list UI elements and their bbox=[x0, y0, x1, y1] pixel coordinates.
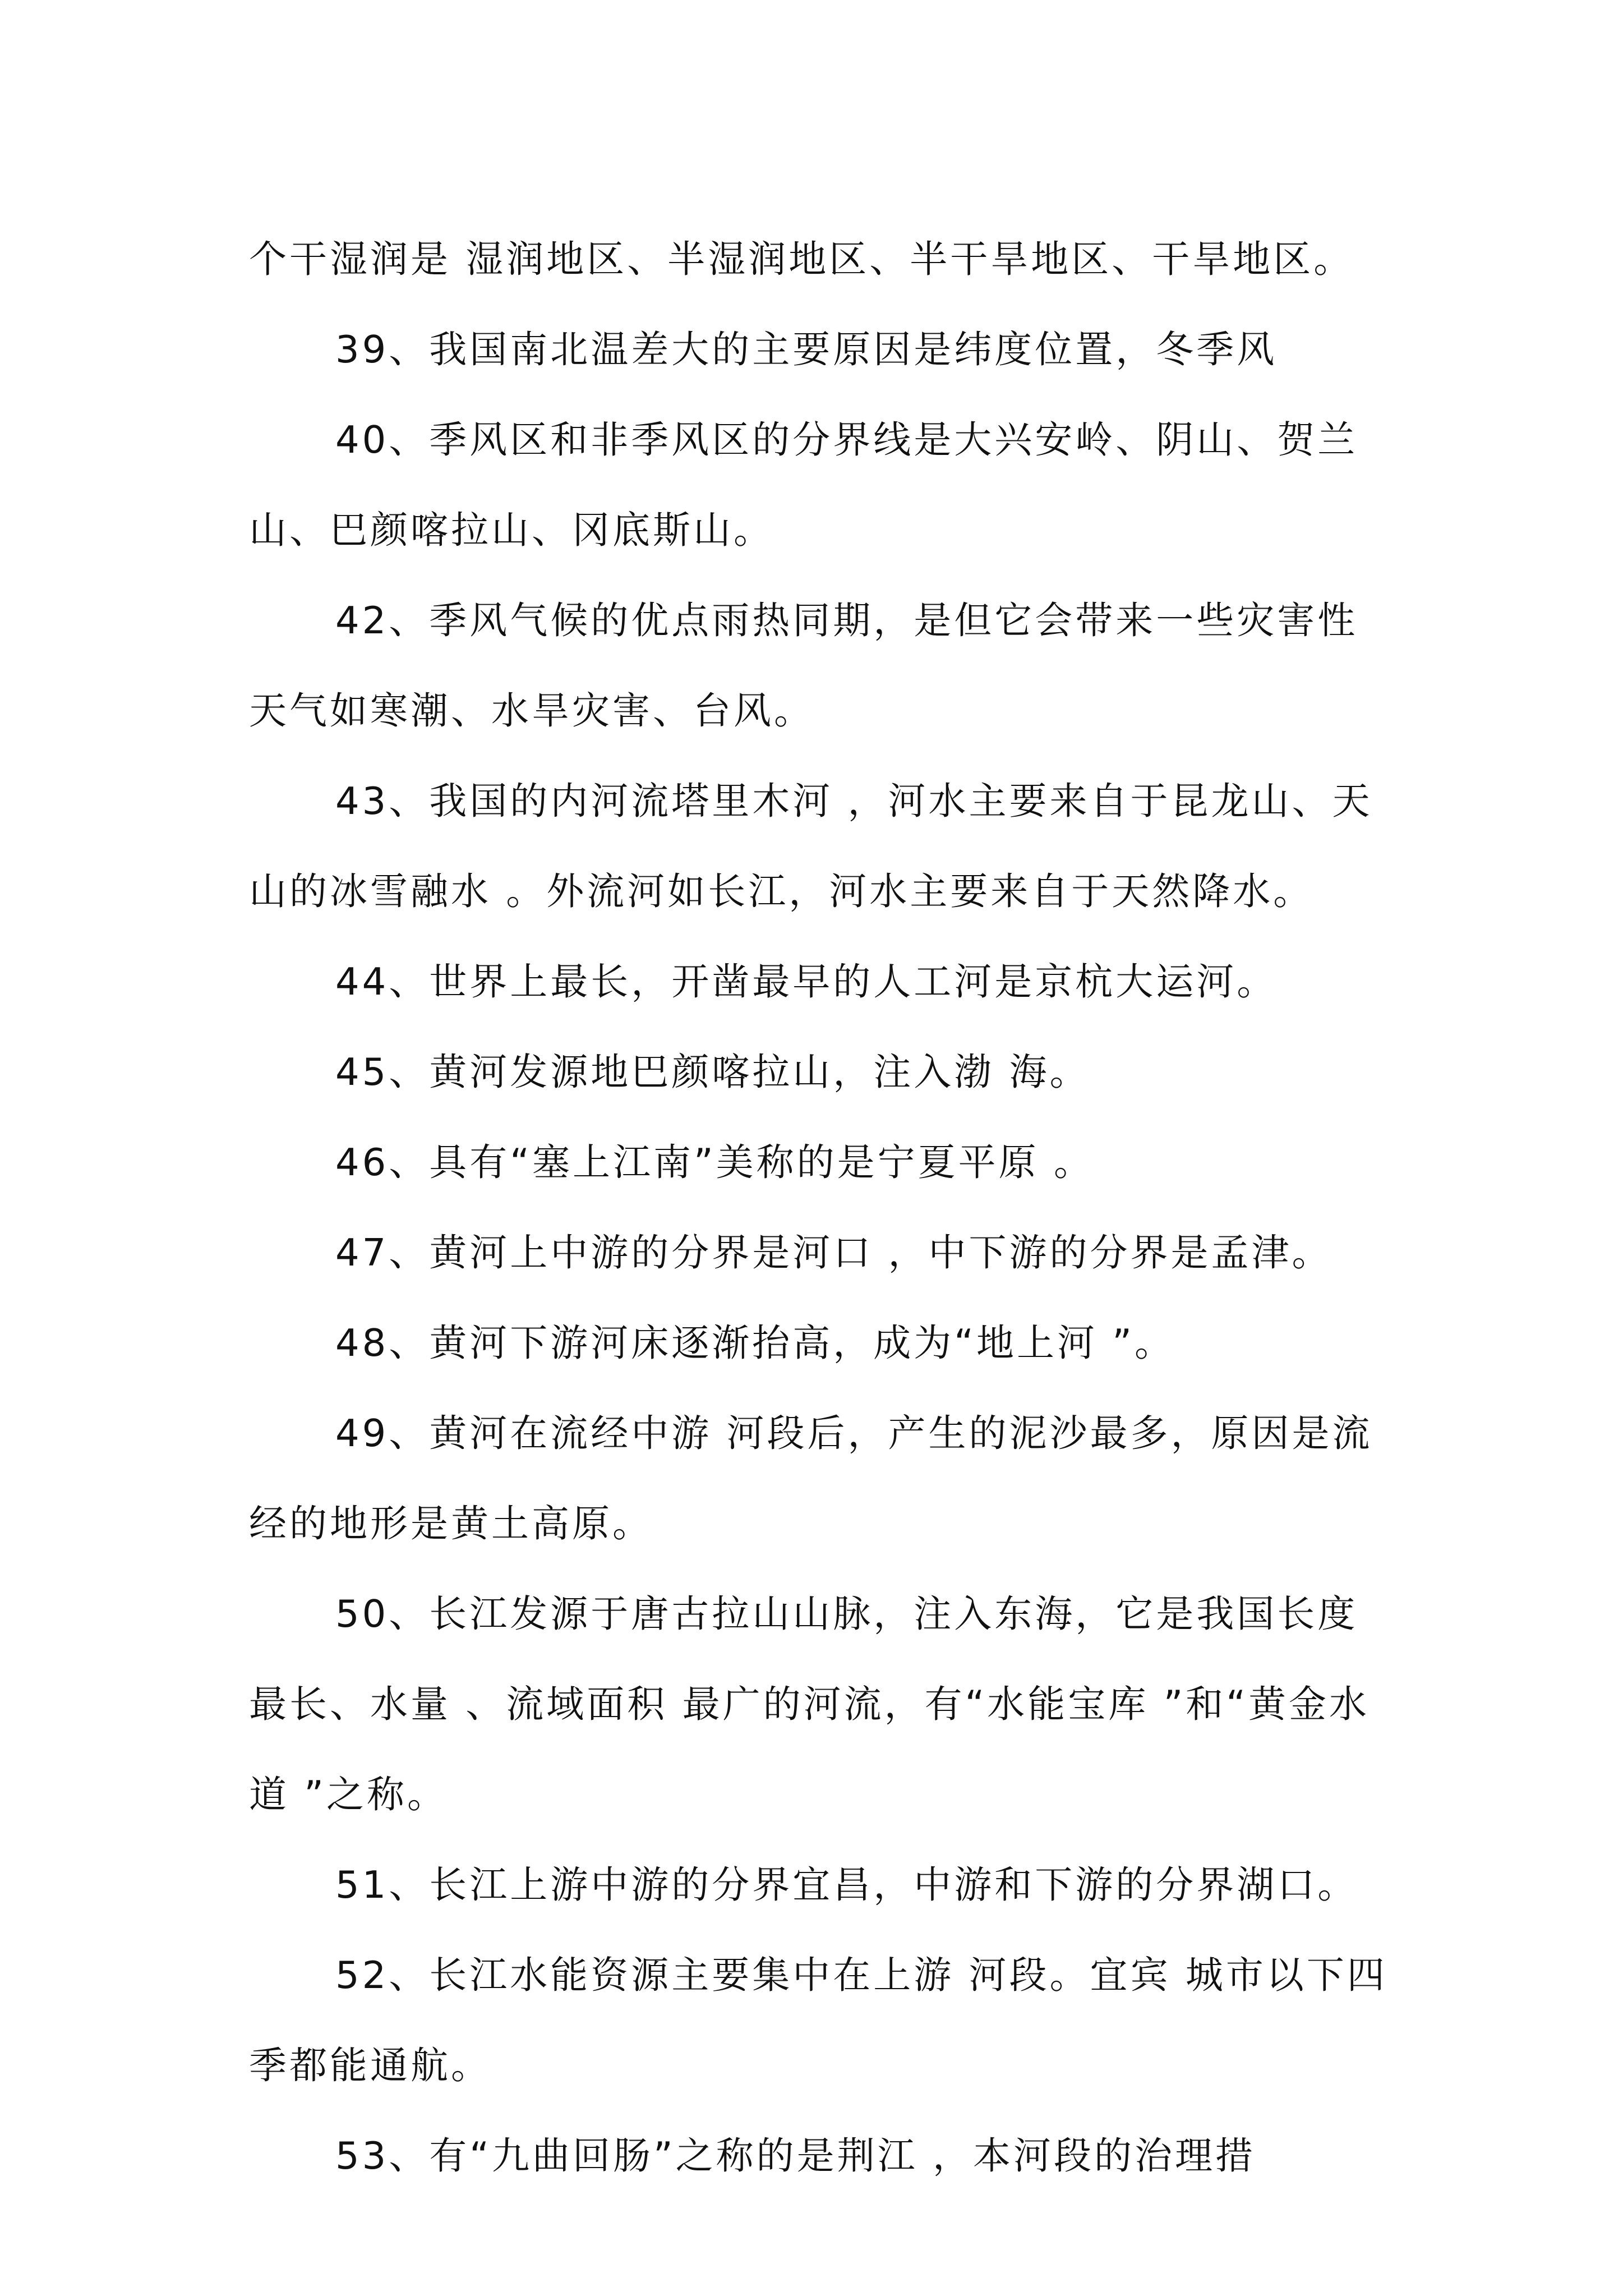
paragraph-intro: 个干湿润是 湿润地区、半湿润地区、半干旱地区、干旱地区。 bbox=[249, 237, 1354, 281]
paragraph-51: 51、长江上游中游的分界宜昌，中游和下游的分界湖口。 bbox=[335, 1863, 1358, 1907]
paragraph-53: 53、有“九曲回肠”之称的是荆江 ，本河段的治理措 bbox=[335, 2134, 1256, 2178]
paragraph-43: 43、我国的内河流塔里木河 ，河水主要来自于昆龙山、天山的冰雪融水 。外流河如长江，河水主要来自于天然降水。 bbox=[249, 779, 1373, 913]
paragraph-48: 48、黄河下游河床逐渐抬高，成为“地上河 ”。 bbox=[335, 1321, 1175, 1365]
paragraph-46: 46、具有“塞上江南”美称的是宁夏平原 。 bbox=[335, 1140, 1094, 1184]
paragraph-39: 39、我国南北温差大的主要原因是纬度位置，冬季风 bbox=[335, 328, 1278, 371]
paragraph-50: 50、长江发源于唐古拉山山脉，注入东海，它是我国长度 最长、水量 、流域面积 最广的河流，有“水能宝库 ”和“黄金水道 ”之称。 bbox=[249, 1592, 1373, 1816]
paragraph-49: 49、黄河在流经中游 河段后，产生的泥沙最多，原因是流经的地形是黄土高原。 bbox=[249, 1411, 1373, 1545]
paragraph-52: 52、长江水能资源主要集中在上游 河段。宜宾 城市以下四季都能通航。 bbox=[249, 1953, 1387, 2087]
paragraph-44: 44、世界上最长，开凿最早的人工河是京杭大运河。 bbox=[335, 960, 1278, 1004]
paragraph-42: 42、季风气候的优点雨热同期，是但它会带来一些灾害性天气如寒潮、水旱灾害、台风。 bbox=[249, 599, 1358, 733]
paragraph-47: 47、黄河上中游的分界是河口 ，中下游的分界是孟津。 bbox=[335, 1231, 1332, 1274]
paragraph-40: 40、季风区和非季风区的分界线是大兴安岭、阴山、贺兰山、巴颜喀拉山、冈底斯山。 bbox=[249, 418, 1358, 552]
paragraph-45: 45、黄河发源地巴颜喀拉山，注入渤 海。 bbox=[335, 1050, 1090, 1094]
document-body bbox=[249, 214, 1387, 2201]
